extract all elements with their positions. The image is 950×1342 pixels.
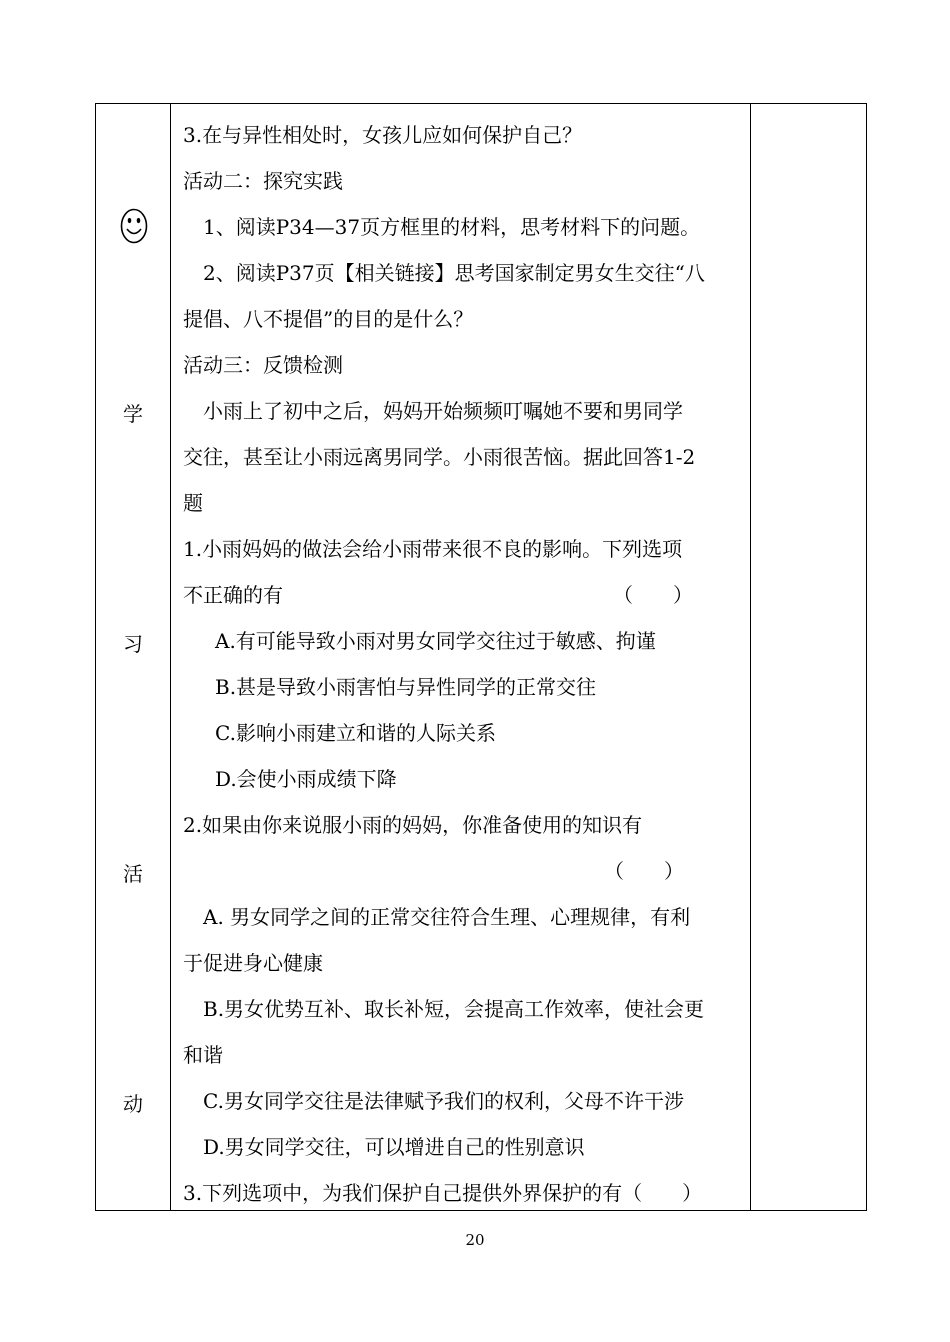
scenario-line-2: 交往，甚至让小雨远离男同学。小雨很苦恼。据此回答1-2 <box>183 445 696 469</box>
q2-answer-bracket: （ ） <box>604 859 684 883</box>
q2-option-a-line-1: A. 男女同学之间的正常交往符合生理、心理规律，有利 <box>203 905 691 929</box>
scenario-line-3: 题 <box>183 491 203 515</box>
q1-line-2: 不正确的有 <box>183 583 283 607</box>
q2-option-b-line-2: 和谐 <box>183 1043 223 1067</box>
q1-answer-bracket: （ ） <box>613 583 693 607</box>
activity-2-heading: 活动二：探究实践 <box>183 169 343 193</box>
side-label-xue: 学 <box>123 402 143 426</box>
activity-3-heading: 活动三：反馈检测 <box>183 353 343 377</box>
q2-option-b-line-1: B.男女优势互补、取长补短，会提高工作效率，使社会更 <box>203 997 705 1021</box>
smiley-face-icon <box>120 208 148 244</box>
q2-option-c: C.男女同学交往是法律赋予我们的权利，父母不许干涉 <box>203 1089 684 1113</box>
column-divider-right <box>750 104 751 1210</box>
q2-line-1: 2.如果由你来说服小雨的妈妈，你准备使用的知识有 <box>183 813 643 837</box>
side-label-column <box>96 104 170 1210</box>
q1-line-1: 1.小雨妈妈的做法会给小雨带来很不良的影响。下列选项 <box>183 537 683 561</box>
task-2-line-2: 提倡、八不提倡”的目的是什么？ <box>183 307 474 331</box>
scenario-line-1: 小雨上了初中之后，妈妈开始频频叮嘱她不要和男同学 <box>203 399 683 423</box>
worksheet-table <box>95 103 867 1211</box>
question-3-girls: 3.在与异性相处时，女孩儿应如何保护自己？ <box>183 123 583 147</box>
side-label-huo: 活 <box>123 862 143 886</box>
page-number: 20 <box>465 1231 485 1249</box>
side-label-dong: 动 <box>123 1092 143 1116</box>
q2-option-d: D.男女同学交往，可以增进自己的性别意识 <box>203 1135 585 1159</box>
column-divider-left <box>170 104 171 1210</box>
task-2-line-1: 2、阅读P37页【相关链接】思考国家制定男女生交往“八 <box>203 261 705 285</box>
q1-option-d: D.会使小雨成绩下降 <box>215 767 397 791</box>
q1-option-c: C.影响小雨建立和谐的人际关系 <box>215 721 496 745</box>
q2-option-a-line-2: 于促进身心健康 <box>183 951 323 975</box>
q1-option-a: A.有可能导致小雨对男女同学交往过于敏感、拘谨 <box>215 629 656 653</box>
side-label-xi: 习 <box>123 632 143 656</box>
q1-option-b: B.甚是导致小雨害怕与异性同学的正常交往 <box>215 675 597 699</box>
task-1: 1、阅读P34—37页方框里的材料，思考材料下的问题。 <box>203 215 701 239</box>
q3-line-1: 3.下列选项中，为我们保护自己提供外界保护的有（ ） <box>183 1181 703 1205</box>
